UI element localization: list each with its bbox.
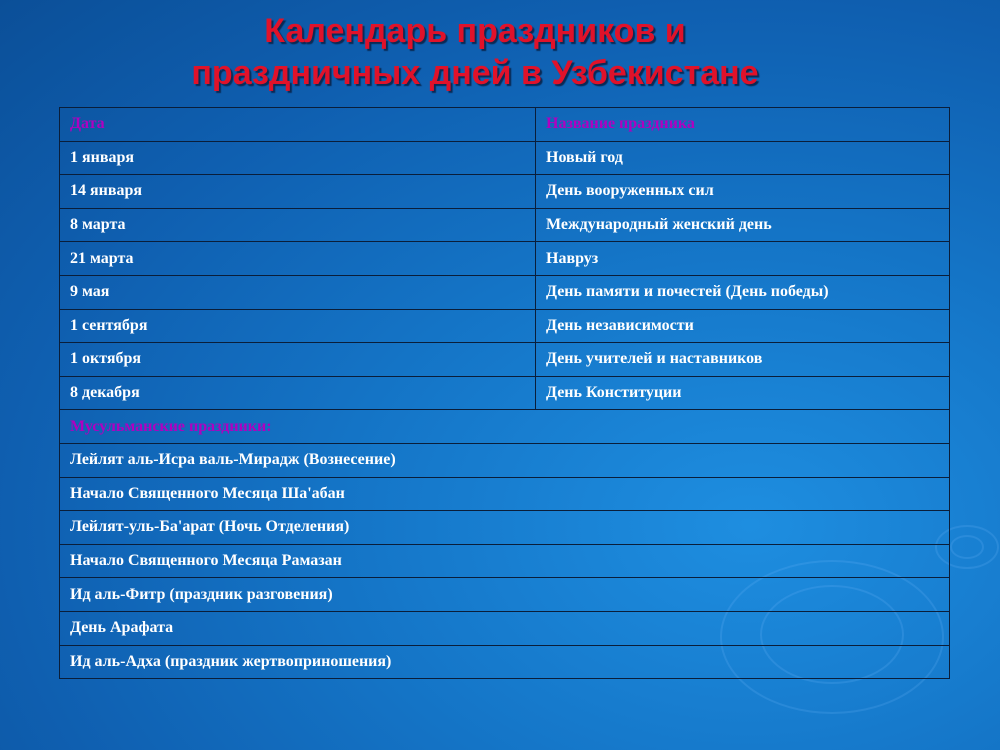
holiday-name: Новый год: [536, 141, 950, 175]
page-title: [0, 10, 950, 94]
table-row: [60, 645, 950, 679]
muslim-holidays-header-row: [60, 410, 950, 444]
table-row: [60, 443, 950, 477]
holiday-date: 14 января: [60, 175, 536, 209]
title-line-2: праздничных дней в Узбекистане: [191, 54, 759, 92]
holiday-name: Международный женский день: [536, 208, 950, 242]
holiday-name: День Конституции: [536, 376, 950, 410]
holiday-date: 8 декабря: [60, 376, 536, 410]
holiday-date: 9 мая: [60, 275, 536, 309]
table-row: [60, 578, 950, 612]
holiday-name: День независимости: [536, 309, 950, 343]
table-header-row: [60, 108, 950, 142]
holiday-name: Навруз: [536, 242, 950, 276]
muslim-holiday: Начало Священного Месяца Ша'абан: [60, 477, 950, 511]
holiday-date: 21 марта: [60, 242, 536, 276]
title-line-1: Календарь праздников и: [264, 12, 686, 50]
holiday-date: 1 января: [60, 141, 536, 175]
table-row: [60, 242, 950, 276]
holiday-date: 8 марта: [60, 208, 536, 242]
muslim-holiday: Ид аль-Адха (праздник жертвоприношения): [60, 645, 950, 679]
muslim-holidays-header: Мусульманские праздники:: [60, 410, 950, 444]
holidays-table: [59, 107, 950, 679]
holiday-date: 1 октября: [60, 343, 536, 377]
muslim-holiday: День Арафата: [60, 611, 950, 645]
table-row: [60, 208, 950, 242]
header-date: Дата: [60, 108, 536, 142]
table-row: [60, 544, 950, 578]
muslim-holiday: Лейлят-уль-Ба'арат (Ночь Отделения): [60, 511, 950, 545]
water-ripple-decoration: [950, 535, 984, 559]
table-row: [60, 376, 950, 410]
muslim-holiday: Лейлят аль-Исра валь-Мирадж (Вознесение): [60, 443, 950, 477]
header-holiday-name: Название праздника: [536, 108, 950, 142]
holiday-date: 1 сентября: [60, 309, 536, 343]
muslim-holiday: Начало Священного Месяца Рамазан: [60, 544, 950, 578]
table-row: [60, 343, 950, 377]
table-row: [60, 175, 950, 209]
table-row: [60, 611, 950, 645]
table-row: [60, 141, 950, 175]
table-row: [60, 477, 950, 511]
holiday-name: День учителей и наставников: [536, 343, 950, 377]
holiday-name: День вооруженных сил: [536, 175, 950, 209]
table-row: [60, 511, 950, 545]
holiday-name: День памяти и почестей (День победы): [536, 275, 950, 309]
table-row: [60, 309, 950, 343]
table-row: [60, 275, 950, 309]
muslim-holiday: Ид аль-Фитр (праздник разговения): [60, 578, 950, 612]
